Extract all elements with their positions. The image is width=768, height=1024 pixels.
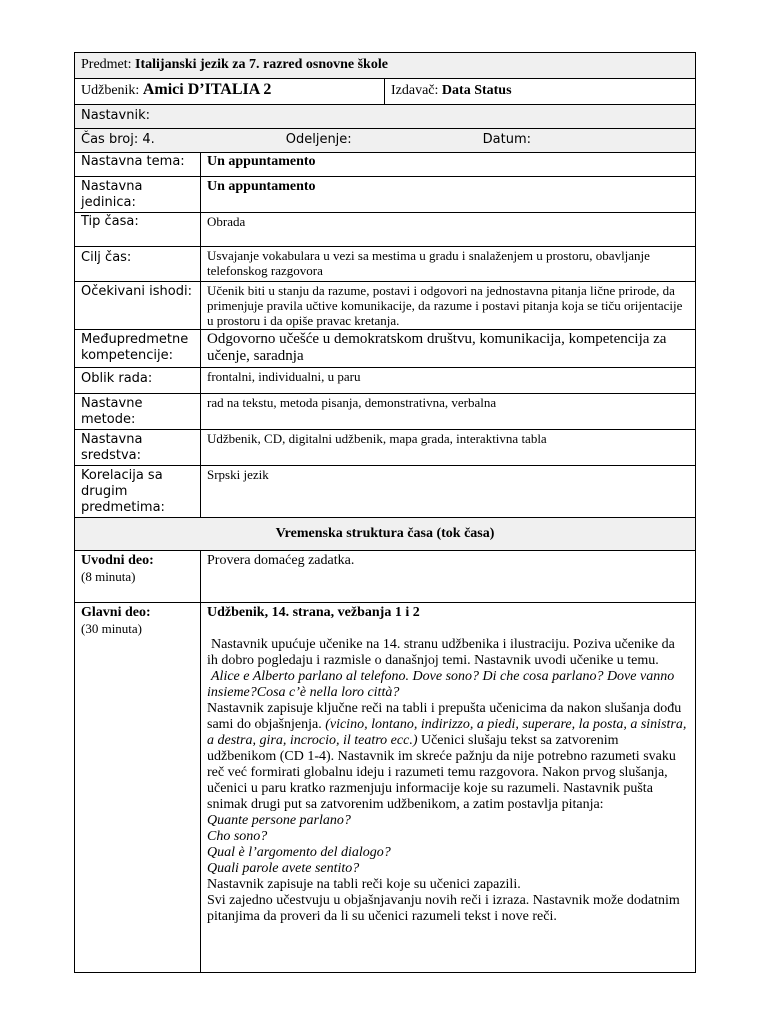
publisher-cell bbox=[385, 79, 696, 105]
row-value: Un appuntamento bbox=[201, 177, 696, 213]
main-heading: Udžbenik, 14. strana, vežbanja 1 i 2 bbox=[207, 605, 420, 620]
question-item: Qual è l’argomento del dialogo? bbox=[207, 845, 391, 860]
textbook-cell bbox=[75, 79, 385, 105]
teacher-label: Nastavnik: bbox=[75, 105, 696, 129]
row-value: Učenik biti u stanju da razume, postavi i odgovori na jednostavna pitanja lične prirode, da primenjuje pravila učtive komunikacije, da razume i postavi pitanja koja se tiču orijentacije u prostoru i da opiše pravac kretanja. bbox=[201, 282, 696, 330]
main-paragraph-2: Alice e Alberto parlano al telefono. Dove sono? Di che cosa parlano? Dove vanno insieme?Cosa c’è nella loro città? bbox=[207, 669, 675, 700]
row-value: Un appuntamento bbox=[201, 153, 696, 177]
main-duration: (30 minuta) bbox=[81, 621, 143, 636]
question-item: Quali parole avete sentito? bbox=[207, 861, 360, 876]
subject-cell bbox=[75, 53, 696, 79]
question-item: Cho sono? bbox=[207, 829, 268, 844]
class-info-row bbox=[75, 129, 696, 153]
class-info-cell bbox=[75, 129, 696, 153]
intro-title: Uvodni deo: bbox=[81, 553, 154, 568]
goal-row bbox=[75, 247, 696, 282]
date-label: Datum: bbox=[482, 132, 532, 147]
row-label: Nastavna sredstva: bbox=[75, 430, 201, 466]
methods-row bbox=[75, 394, 696, 430]
row-value: frontalni, individualni, u paru bbox=[201, 368, 696, 394]
main-paragraph-1: Nastavnik upućuje učenike na 14. stranu udžbenika i ilustraciju. Poziva učenike da ih dobro pogledaju i razmisle o današnjoj temi. Nastavnik uvodi učenike u temu. bbox=[207, 637, 675, 668]
main-paragraph-4: Nastavnik zapisuje na tabli reči koje su učenici zapazili. bbox=[207, 877, 521, 892]
row-value: Srpski jezik bbox=[201, 466, 696, 518]
subject-value: Italijanski jezik za 7. razred osnovne škole bbox=[135, 57, 388, 72]
subject-row bbox=[75, 53, 696, 79]
work-form-row bbox=[75, 368, 696, 394]
row-label: Nastavne metode: bbox=[75, 394, 201, 430]
row-label: Međupredmetne kompetencije: bbox=[75, 330, 201, 368]
textbook-row bbox=[75, 79, 696, 105]
main-row bbox=[75, 603, 696, 973]
intro-duration: (8 minuta) bbox=[81, 569, 136, 584]
competencies-row bbox=[75, 330, 696, 368]
structure-heading: Vremenska struktura časa (tok časa) bbox=[75, 518, 696, 551]
outcomes-row bbox=[75, 282, 696, 330]
lesson-type-row bbox=[75, 213, 696, 247]
row-label: Oblik rada: bbox=[75, 368, 201, 394]
main-paragraph-3 bbox=[207, 701, 689, 813]
row-label: Korelacija sa drugim predmetima: bbox=[75, 466, 201, 518]
lesson-number: Čas broj: 4. bbox=[81, 132, 155, 147]
publisher-label: Izdavač: bbox=[391, 83, 442, 98]
row-label: Nastavna jedinica: bbox=[75, 177, 201, 213]
row-label: Nastavna tema: bbox=[75, 153, 201, 177]
structure-heading-row bbox=[75, 518, 696, 551]
intro-label-cell bbox=[75, 551, 201, 603]
row-value: Obrada bbox=[201, 213, 696, 247]
question-item: Quante persone parlano? bbox=[207, 813, 351, 828]
publisher-value: Data Status bbox=[441, 83, 512, 98]
class-section: Odeljenje: bbox=[285, 132, 352, 147]
main-paragraph-3-a: Nastavnik zapisuje ključne reči na tabli i prepušta učenicima da nakon slušanja dođu sami do objašnjenja. bbox=[207, 701, 682, 732]
unit-row bbox=[75, 177, 696, 213]
correlation-row bbox=[75, 466, 696, 518]
main-label-cell bbox=[75, 603, 201, 973]
topic-row bbox=[75, 153, 696, 177]
intro-text: Provera domaćeg zadatka. bbox=[201, 551, 696, 603]
textbook-label: Udžbenik: bbox=[81, 83, 143, 98]
row-label: Očekivani ishodi: bbox=[75, 282, 201, 330]
main-content bbox=[201, 603, 696, 973]
row-value: Usvajanje vokabulara u vezi sa mestima u gradu i snalaženjem u prostoru, obavljanje telefonskog razgovora bbox=[201, 247, 696, 282]
main-paragraph-3-b: Učenici slušaju tekst sa zatvorenim udžbenikom (CD 1-4). Nastavnik im skreće pažnju da nije potrebno razumeti svaku reč već formirati globalnu ideju i razumeti temu razgovora. Nakon prvog slušanja, učenici u paru kratko razmenjuju informacije koje su razumeli. Nastavnik pušta snimak drugi put sa zatvorenim udžbenikom, a zatim postavlja pitanja: bbox=[207, 733, 676, 812]
row-value: Udžbenik, CD, digitalni udžbenik, mapa grada, interaktivna tabla bbox=[201, 430, 696, 466]
intro-row bbox=[75, 551, 696, 603]
textbook-value: Amici D’ITALIA 2 bbox=[142, 81, 272, 98]
row-value: Odgovorno učešće u demokratskom društvu, komunikacija, kompetencija za učenje, saradnja bbox=[201, 330, 696, 368]
teacher-row bbox=[75, 105, 696, 129]
main-title: Glavni deo: bbox=[81, 605, 151, 620]
main-paragraph-5: Svi zajedno učestvuju u objašnjavanju novih reči i izraza. Nastavnik može dodatnim pitanjima da proveri da li su učenici razumeli tekst i nove reči. bbox=[207, 893, 680, 924]
resources-row bbox=[75, 430, 696, 466]
row-label: Cilj čas: bbox=[75, 247, 201, 282]
row-value: rad na tekstu, metoda pisanja, demonstrativna, verbalna bbox=[201, 394, 696, 430]
lesson-plan-table bbox=[74, 52, 696, 973]
row-label: Tip časa: bbox=[75, 213, 201, 247]
subject-label: Predmet: bbox=[81, 57, 136, 72]
main-paragraph-3-italic: (vicino, lontano, indirizzo, a piedi, superare, la posta, a sinistra, a destra, gira, incrocio, il teatro ecc.) bbox=[207, 717, 687, 748]
